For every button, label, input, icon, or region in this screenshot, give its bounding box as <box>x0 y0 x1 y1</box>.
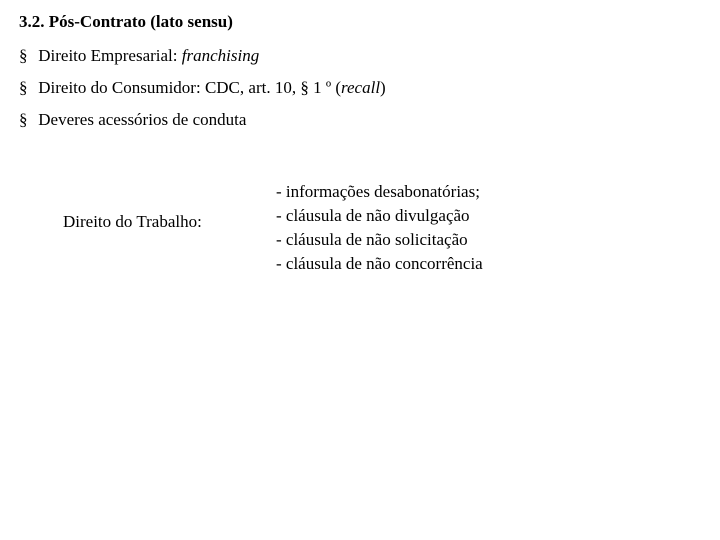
section-heading: 3.2. Pós-Contrato (lato sensu) <box>19 12 233 31</box>
list-item: - cláusula de não concorrência <box>276 254 483 273</box>
bullet-text: Deveres acessórios de conduta <box>38 110 247 129</box>
bullet-italic-term: recall <box>341 78 381 97</box>
bullet-text: Direito do Consumidor: CDC, art. 10, § 1 º ( <box>38 78 342 97</box>
bullet-suffix: ) <box>380 78 386 97</box>
direito-trabalho-list <box>276 180 483 276</box>
direito-trabalho-label: Direito do Trabalho: <box>63 212 202 231</box>
list-item: - cláusula de não divulgação <box>276 206 470 225</box>
list-item: - informações desabonatórias; <box>276 182 480 201</box>
list-item: - cláusula de não solicitação <box>276 230 468 249</box>
bullet-marker: § <box>19 46 28 65</box>
bullet-direito-consumidor <box>19 78 386 98</box>
bullet-italic-term: franchising <box>181 46 260 65</box>
bullet-marker: § <box>19 110 28 129</box>
bullet-direito-empresarial <box>19 46 259 66</box>
bullet-marker: § <box>19 78 28 97</box>
bullet-deveres-acessorios <box>19 110 246 130</box>
bullet-text: Direito Empresarial: <box>38 46 182 65</box>
